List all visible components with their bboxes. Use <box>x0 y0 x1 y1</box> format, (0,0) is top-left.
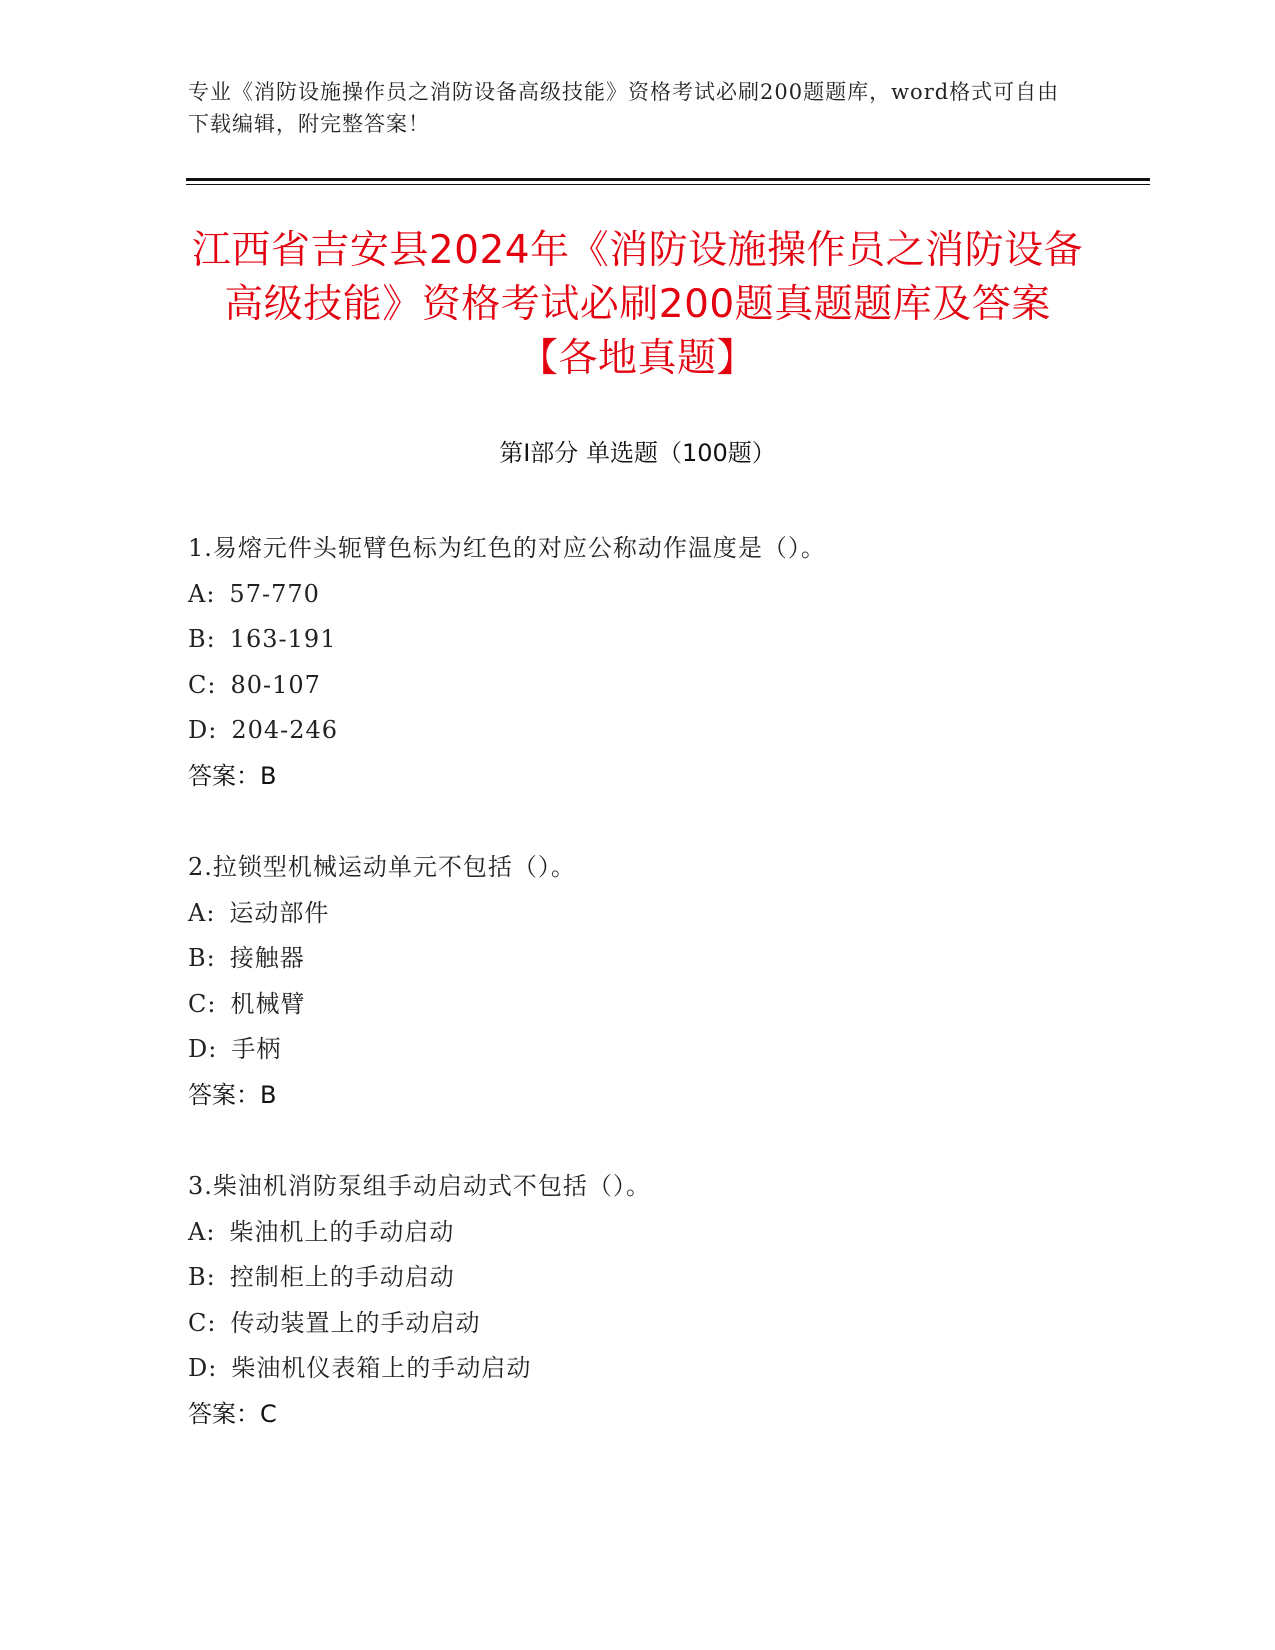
header-note: 专业《消防设施操作员之消防设备高级技能》资格考试必刷200题题库，word格式可自由下载编辑，附完整答案！ <box>188 80 1060 136</box>
answer-line: 答案：B <box>188 761 277 790</box>
question-stem: 1.易熔元件头轭臂色标为红色的对应公称动作温度是（）。 <box>188 534 826 562</box>
option-label: A: <box>188 579 216 608</box>
option-c <box>188 982 1088 1028</box>
option-text: 柴油机仪表箱上的手动启动 <box>231 1354 532 1382</box>
question-stem: 3.柴油机消防泵组手动启动式不包括（）。 <box>188 1172 651 1200</box>
option-b <box>188 617 1088 663</box>
option-text: 57-770 <box>229 579 320 608</box>
question-stem: 2.拉锁型机械运动单元不包括（）。 <box>188 853 576 881</box>
option-label: D: <box>188 1035 218 1063</box>
option-text: 163-191 <box>229 625 337 653</box>
option-text: 手柄 <box>231 1035 282 1063</box>
option-text: 接触器 <box>229 944 305 972</box>
option-label: D: <box>188 1354 218 1382</box>
option-text: 80-107 <box>230 670 321 699</box>
option-b <box>188 936 1088 982</box>
option-label: B: <box>188 944 216 972</box>
option-label: B: <box>188 625 216 653</box>
option-text: 柴油机上的手动启动 <box>229 1217 455 1246</box>
answer-line: 答案：C <box>188 1399 277 1428</box>
answer-line: 答案：B <box>188 1080 277 1109</box>
option-a <box>188 572 1088 618</box>
question-list <box>188 526 1088 1483</box>
option-text: 传动装置上的手动启动 <box>230 1308 481 1337</box>
option-d <box>188 1027 1088 1073</box>
option-text: 运动部件 <box>229 898 330 927</box>
question-1 <box>188 526 1088 799</box>
header-rule-thin <box>186 184 1150 185</box>
option-c <box>188 1301 1088 1347</box>
option-d <box>188 1346 1088 1392</box>
option-c <box>188 663 1088 709</box>
option-a <box>188 891 1088 937</box>
option-label: A: <box>188 1217 216 1246</box>
option-a <box>188 1210 1088 1256</box>
option-text: 机械臂 <box>230 989 306 1018</box>
option-d <box>188 708 1088 754</box>
option-text: 204-246 <box>231 716 339 744</box>
option-label: B: <box>188 1263 216 1291</box>
header-rule-thick <box>186 178 1150 181</box>
question-2 <box>188 845 1088 1118</box>
option-b <box>188 1255 1088 1301</box>
option-label: A: <box>188 898 216 927</box>
section-heading: 第Ⅰ部分 单选题（100题） <box>499 439 776 467</box>
option-label: C: <box>188 989 217 1018</box>
option-text: 控制柜上的手动启动 <box>229 1263 455 1291</box>
option-label: D: <box>188 716 218 744</box>
option-label: C: <box>188 1308 217 1337</box>
question-3 <box>188 1164 1088 1437</box>
option-label: C: <box>188 670 217 699</box>
document-title: 江西省吉安县2024年《消防设施操作员之消防设备高级技能》资格考试必刷200题真题题库及答案【各地真题】 <box>191 228 1084 381</box>
